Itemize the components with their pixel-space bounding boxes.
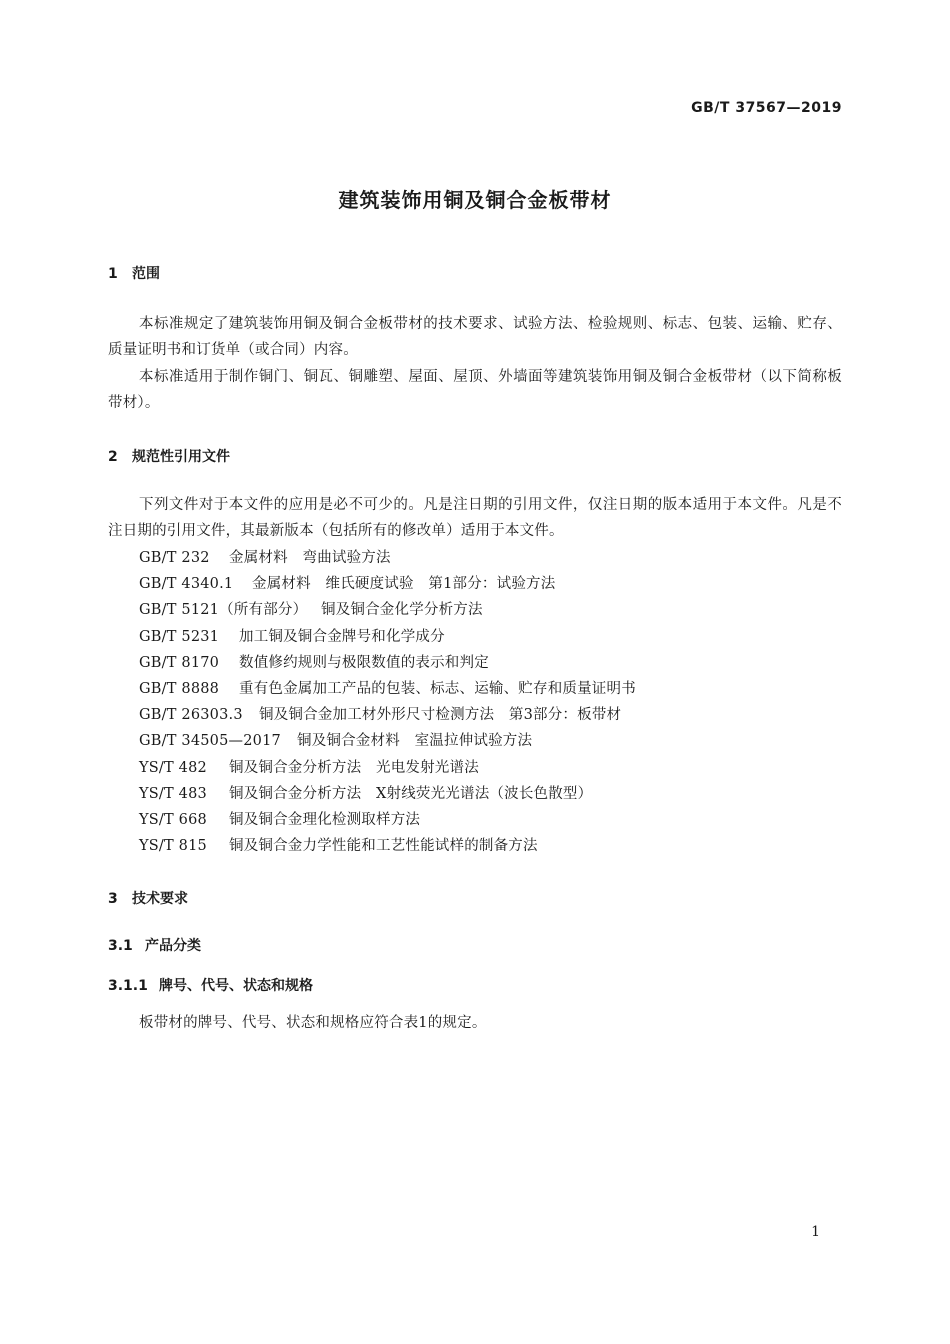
reference-item	[139, 728, 636, 754]
reference-title: 金属材料 维氏硬度试验 第1部分：试验方法	[252, 576, 556, 593]
reference-list	[139, 545, 636, 859]
reference-title: 铜及铜合金理化检测取样方法	[229, 811, 421, 828]
reference-code: YS/T 483	[139, 785, 207, 802]
section-number: 3.1	[108, 938, 133, 954]
reference-title: 加工铜及铜合金牌号和化学成分	[239, 628, 445, 645]
scope-paragraph-2: 本标准适用于制作铜门、铜瓦、铜雕塑、屋面、屋顶、外墙面等建筑装饰用铜及铜合金板带材（以下简称板带材）。	[108, 369, 842, 411]
normative-intro: 下列文件对于本文件的应用是必不可少的。凡是注日期的引用文件，仅注日期的版本适用于本文件。凡是不注日期的引用文件，其最新版本（包括所有的修改单）适用于本文件。	[108, 497, 842, 539]
reference-title: 铜及铜合金加工材外形尺寸检测方法 第3部分：板带材	[259, 707, 622, 724]
section-2-heading	[108, 446, 230, 466]
reference-item	[139, 624, 636, 650]
reference-item	[139, 807, 636, 833]
section-3-heading	[108, 888, 188, 908]
section-number: 3.1.1	[108, 978, 148, 994]
reference-code: GB/T 232	[139, 550, 210, 566]
reference-code: GB/T 5231	[139, 628, 220, 645]
reference-code: GB/T 8888	[139, 680, 220, 697]
reference-item	[139, 545, 636, 571]
standard-code: GB/T 37567—2019	[691, 100, 842, 116]
section-title: 范围	[132, 266, 160, 282]
reference-item	[139, 650, 636, 676]
section-title: 产品分类	[145, 938, 201, 954]
reference-code: GB/T 34505—2017	[139, 733, 281, 750]
section-title: 规范性引用文件	[132, 449, 230, 465]
reference-code: YS/T 668	[139, 811, 207, 828]
reference-item	[139, 702, 636, 728]
reference-code: GB/T 5121（所有部分）	[139, 602, 308, 619]
section-title: 牌号、代号、状态和规格	[159, 978, 313, 994]
reference-title: 重有色金属加工产品的包装、标志、运输、贮存和质量证明书	[239, 680, 636, 697]
section-1-heading	[108, 263, 160, 283]
reference-item	[139, 755, 636, 781]
section-3-1-heading	[108, 935, 201, 955]
reference-title: 铜及铜合金分析方法 光电发射光谱法	[229, 759, 479, 776]
reference-title: 铜及铜合金力学性能和工艺性能试样的制备方法	[229, 838, 538, 855]
page-number: 1	[811, 1224, 820, 1240]
reference-item	[139, 597, 636, 623]
document-title: 建筑装饰用铜及铜合金板带材	[338, 188, 612, 212]
section-3-1-1-heading	[108, 975, 313, 995]
reference-title: 铜及铜合金分析方法 X射线荧光光谱法（波长色散型）	[229, 785, 593, 802]
section-number: 2	[108, 449, 118, 465]
reference-code: GB/T 26303.3	[139, 707, 243, 724]
reference-item	[139, 571, 636, 597]
reference-code: GB/T 8170	[139, 654, 220, 671]
reference-code: YS/T 482	[139, 759, 207, 776]
reference-title: 金属材料 弯曲试验方法	[229, 550, 391, 566]
section-number: 1	[108, 266, 118, 282]
classification-paragraph: 板带材的牌号、代号、状态和规格应符合表1的规定。	[139, 1015, 487, 1031]
section-title: 技术要求	[132, 891, 188, 907]
reference-item	[139, 781, 636, 807]
section-number: 3	[108, 891, 118, 907]
reference-title: 数值修约规则与极限数值的表示和判定	[239, 654, 489, 671]
reference-item	[139, 833, 636, 859]
reference-title: 铜及铜合金化学分析方法	[321, 602, 483, 619]
reference-title: 铜及铜合金材料 室温拉伸试验方法	[297, 733, 533, 750]
reference-code: YS/T 815	[139, 838, 207, 855]
scope-paragraph-1: 本标准规定了建筑装饰用铜及铜合金板带材的技术要求、试验方法、检验规则、标志、包装、运输、贮存、质量证明书和订货单（或合同）内容。	[108, 316, 842, 358]
reference-code: GB/T 4340.1	[139, 576, 234, 593]
reference-item	[139, 676, 636, 702]
